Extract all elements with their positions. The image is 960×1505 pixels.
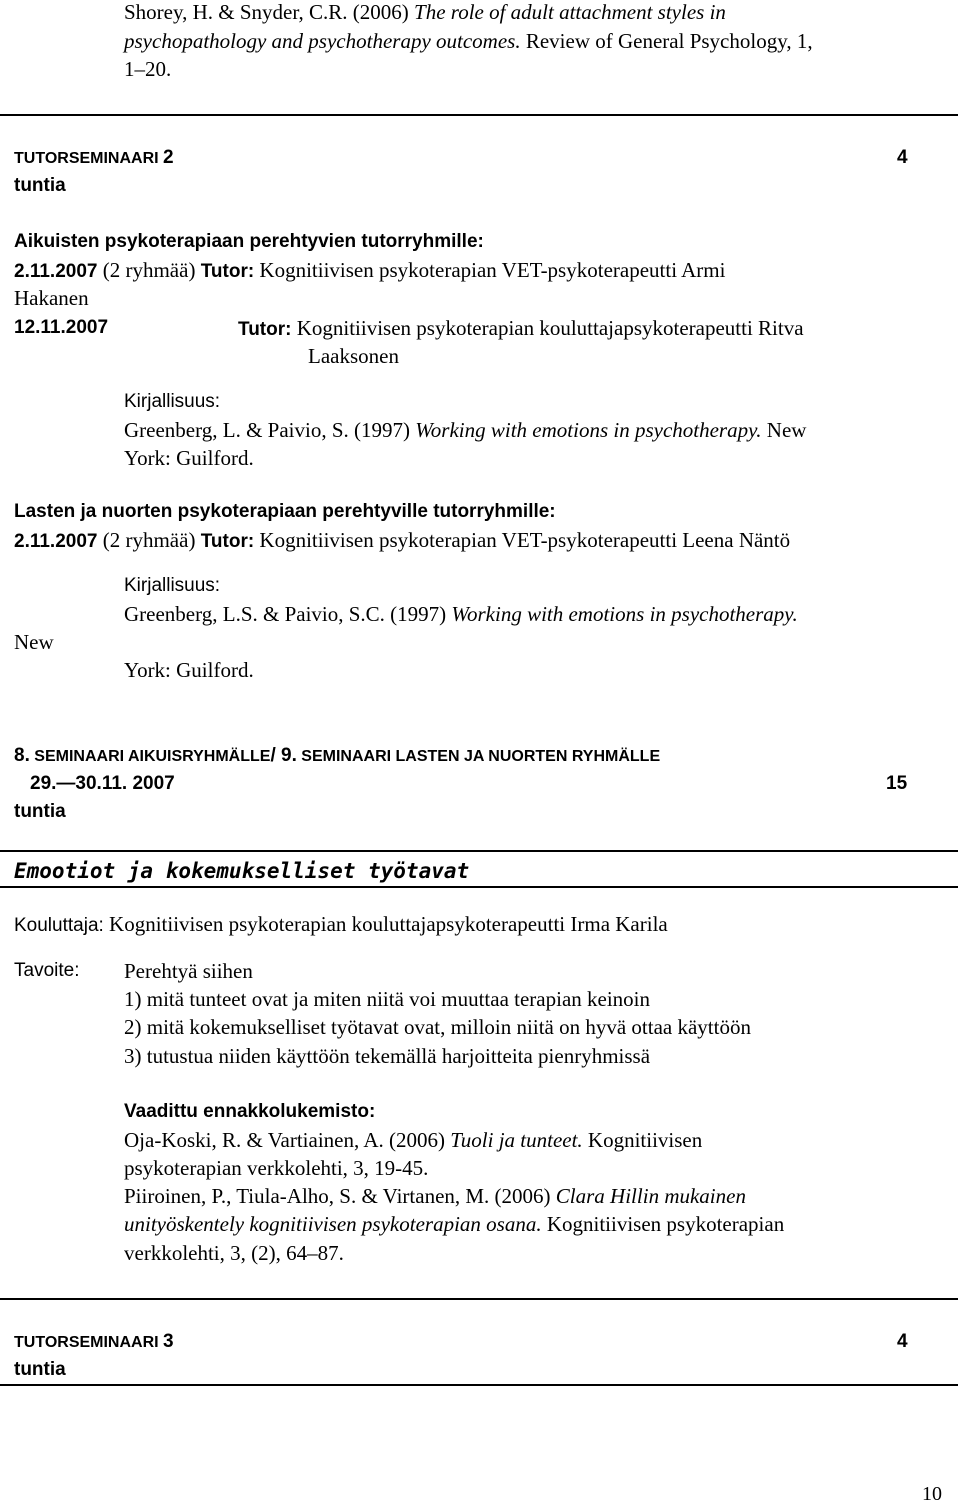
seminar8-title [14,746,660,765]
seminar2-hours-unit: tuntia [14,175,66,196]
ref-title: Tuoli ja tunteet. [450,1128,583,1152]
reading-ref-2-title-cont [124,1214,784,1235]
adult-session-2 [238,318,804,339]
heading-rule-top [0,850,958,852]
goal-item: 3) tutustua niiden käyttöön tekemällä harjoitteita pienryhmissä [124,1044,651,1068]
session-date: 2.11.2007 [14,261,98,282]
tutor-label: Tutor: [200,261,255,282]
tutor-name: Kognitiivisen psykoterapian kouluttajapsykoterapeutti Ritva [291,316,804,340]
child-literature-label: Kirjallisuus: [124,575,221,596]
reading-label: Vaadittu ennakkolukemisto: [124,1101,376,1122]
goal-item: 2) mitä kokemukselliset työtavat ovat, milloin niitä on hyvä ottaa käyttöön [124,1015,751,1039]
reference-shorey-line3 [124,59,171,80]
section-divider [0,1298,958,1300]
reading-ref-1 [124,1130,702,1151]
seminar-title-text: SEMINAARI AIKUISRYHMÄLLE [29,748,271,765]
session-groups: (2 ryhmää) [97,528,201,552]
tutor-name: Kognitiivisen psykoterapian VET-psykoterapeutti Leena Näntö [254,528,791,552]
adult-session-2-cont: Laaksonen [308,344,399,368]
adult-literature-label: Kirjallisuus: [124,391,221,412]
seminar-number: 3 [163,1331,174,1352]
child-literature-ref [124,604,798,625]
seminar8-heading: Emootiot ja kokemukselliset työtavat [14,859,470,883]
ref-title: The role of adult attachment styles in [414,0,726,24]
seminar3-hours-num: 4 [897,1331,908,1352]
reference-shorey-line1 [124,2,726,23]
trainer-name: Kognitiivisen psykoterapian kouluttajapsykoterapeutti Irma Karila [103,912,668,936]
seminar-title-text: SEMINAARI LASTEN JA NUORTEN RYHMÄLLE [296,748,661,765]
ref-journal: Kognitiivisen psykoterapian [541,1212,785,1236]
goal-intro: Perehtyä siihen [124,959,253,983]
tutor-label: Tutor: [238,319,292,340]
adult-literature-ref [124,420,806,441]
adults-heading: Aikuisten psykoterapiaan perehtyvien tutorryhmille: [14,231,484,252]
ref-authors: Oja-Koski, R. & Vartiainen, A. (2006) [124,1128,451,1152]
reading-ref-1-cont: psykoterapian verkkolehti, 3, 19-45. [124,1156,429,1180]
lit-authors: Greenberg, L.S. & Paivio, S.C. (1997) [124,602,452,626]
reading-ref-2-cont: verkkolehti, 3, (2), 64–87. [124,1241,344,1265]
trainer-label: Kouluttaja: [14,915,104,936]
ref-authors: Shorey, H. & Snyder, C.R. (2006) [124,0,415,24]
seminar8-hours-num: 15 [886,773,908,794]
ref-pages: 1–20. [124,57,172,81]
seminar2-hours-num: 4 [897,147,908,168]
seminar2-title [14,148,174,167]
lit-title: Working with emotions in psychotherapy. [451,602,798,626]
adult-session-1 [14,260,725,281]
ref-authors: Piiroinen, P., Tiula-Alho, S. & Virtanen, M. (2006) [124,1184,556,1208]
session-groups: (2 ryhmää) [97,258,201,282]
seminar-title-text: TUTORSEMINAARI [14,150,164,167]
ref-journal: Review of General Psychology, 1, [520,29,813,53]
adult-literature-ref-cont: York: Guilford. [124,446,254,470]
reference-shorey-line2 [124,31,813,52]
tutor-name: Kognitiivisen psykoterapian VET-psykoterapeutti Armi [254,258,726,282]
ref-journal: Kognitiivisen [582,1128,703,1152]
ref-title-cont: psychopathology and psychotherapy outcomes. [124,29,521,53]
reading-ref-2 [124,1186,746,1207]
page-number: 10 [922,1483,942,1505]
session-date: 2.11.2007 [14,531,98,552]
seminar-number: / 9. [270,745,297,766]
goal-label: Tavoite: [14,960,80,981]
adult-session-1-cont: Hakanen [14,286,89,310]
lit-title: Working with emotions in psychotherapy. [415,418,762,442]
child-session [14,530,790,551]
seminar-number: 2 [163,147,174,168]
seminar-title-text: TUTORSEMINAARI [14,1334,164,1351]
adult-session-2-date: 12.11.2007 [14,317,109,338]
ref-title: Clara Hillin mukainen [555,1184,746,1208]
seminar-number: 8. [14,745,30,766]
child-literature-ref-cont: York: Guilford. [124,658,254,682]
heading-rule-bottom [0,886,958,888]
section-divider [0,114,958,116]
section-divider [0,1384,958,1386]
seminar8-hours-unit: tuntia [14,801,66,822]
seminar8-dates: 29.—30.11. 2007 [30,773,175,794]
ref-title-cont: unityöskentely kognitiivisen psykoterapian osana. [124,1212,542,1236]
children-heading: Lasten ja nuorten psykoterapiaan perehtyville tutorryhmille: [14,501,556,522]
tutor-label: Tutor: [200,531,255,552]
trainer-line [14,914,668,935]
child-literature-new: New [14,630,54,654]
seminar3-hours-unit: tuntia [14,1359,66,1380]
seminar3-title [14,1332,174,1351]
lit-publisher: New [761,418,807,442]
goal-item: 1) mitä tunteet ovat ja miten niitä voi muuttaa terapian keinoin [124,987,651,1011]
lit-authors: Greenberg, L. & Paivio, S. (1997) [124,418,416,442]
